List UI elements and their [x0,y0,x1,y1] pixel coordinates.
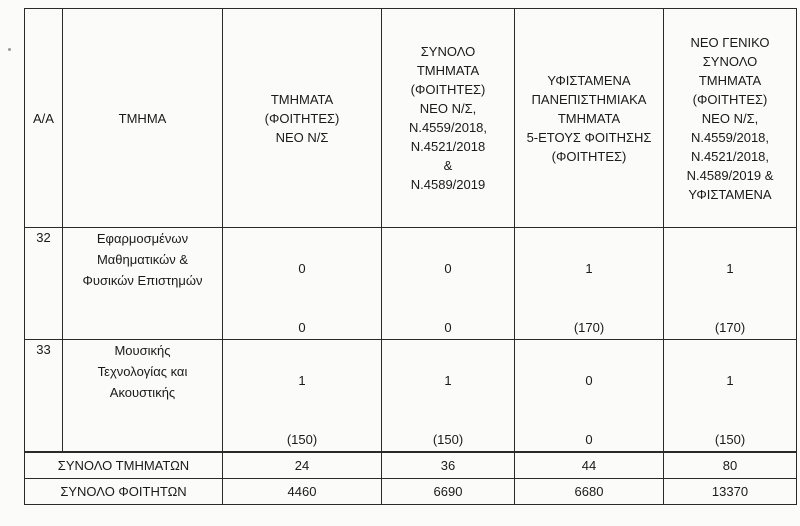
totals-value: 44 [515,453,664,479]
header-aa: Α/Α [25,9,63,228]
totals-value: 36 [382,453,515,479]
totals-value: 6680 [515,479,664,505]
row-dept: Εφαρμοσμένων Μαθηματικών & Φυσικών Επιστημών [63,228,223,340]
header-col2: ΣΥΝΟΛΟ ΤΜΗΜΑΤΑ (ΦΟΙΤΗΤΕΣ) ΝΕΟ Ν/Σ, Ν.4559/2018, Ν.4521/2018 & Ν.4589/2019 [382,9,515,228]
totals-label: ΣΥΝΟΛΟ ΤΜΗΜΑΤΩΝ [25,453,223,479]
row-aa: 33 [25,340,63,452]
row-aa: 32 [25,228,63,340]
row-col3: 1 (170) [515,228,664,340]
totals-row-departments [25,453,797,479]
table-row [25,228,797,340]
totals-value: 6690 [382,479,515,505]
totals-value: 13370 [664,479,797,505]
totals-value: 80 [664,453,797,479]
row-col4: 1 (150) [664,340,797,452]
row-col1: 0 0 [223,228,382,340]
totals-value: 24 [223,453,382,479]
header-dept: ΤΜΗΜΑ [63,9,223,228]
scan-speck [8,48,11,51]
totals-row-students [25,479,797,505]
header-col1: ΤΜΗΜΑΤΑ (ΦΟΙΤΗΤΕΣ) ΝΕΟ Ν/Σ [223,9,382,228]
row-col4: 1 (170) [664,228,797,340]
departments-table [24,8,797,452]
table-row [25,340,797,452]
totals-value: 4460 [223,479,382,505]
row-dept: Μουσικής Τεχνολογίας και Ακουστικής [63,340,223,452]
row-col2: 1 (150) [382,340,515,452]
totals-label: ΣΥΝΟΛΟ ΦΟΙΤΗΤΩΝ [25,479,223,505]
header-row [25,9,797,228]
totals-table [24,452,797,505]
header-col4: ΝΕΟ ΓΕΝΙΚΟ ΣΥΝΟΛΟ ΤΜΗΜΑΤΑ (ΦΟΙΤΗΤΕΣ) ΝΕΟ Ν/Σ, Ν.4559/2018, Ν.4521/2018, Ν.4589/2019 & ΥΦΙΣΤΑΜΕΝΑ [664,9,797,228]
row-col1: 1 (150) [223,340,382,452]
row-col3: 0 0 [515,340,664,452]
header-col3: ΥΦΙΣΤΑΜΕΝΑ ΠΑΝΕΠΙΣΤΗΜΙΑΚΑ ΤΜΗΜΑΤΑ 5-ΕΤΟΥΣ ΦΟΙΤΗΣΗΣ (ΦΟΙΤΗΤΕΣ) [515,9,664,228]
row-col2: 0 0 [382,228,515,340]
